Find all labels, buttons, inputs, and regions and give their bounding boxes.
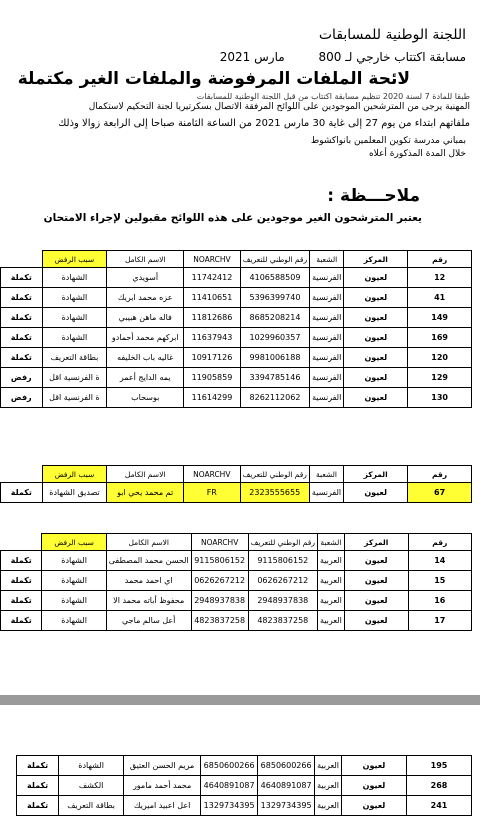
paragraph-line-3: ملفاتهم ابتداء من يوم 27 إلى غاية 30 مارس 2021 من الساعة الثامنة صباحا إلى الرابعة زوالا وذلك — [58, 118, 470, 129]
cell-noarchv: 11905859 — [184, 368, 241, 388]
cell-noarchv: 4640891087 — [201, 776, 258, 796]
cell-reason: تصديق الشهادة — [42, 483, 107, 503]
cell-center: لعيون — [344, 611, 408, 631]
cell-nni: 1329734395 — [258, 796, 315, 816]
cell-noarchv: 11742412 — [184, 268, 241, 288]
table-body — [1, 483, 472, 503]
cell-name: مريم الحسن العتيق — [124, 756, 201, 776]
cell-branch: الفرنسية — [310, 388, 344, 408]
document-page-2 — [0, 705, 480, 832]
cell-noarchv: FR — [183, 483, 240, 503]
cell-name: يمه الدايج أعمر — [107, 368, 184, 388]
table-row — [17, 796, 472, 816]
cell-noarchv: 11614299 — [184, 388, 241, 408]
cell-branch: العربية — [315, 756, 342, 776]
cell-nni: 1029960357 — [240, 328, 309, 348]
contest-line — [220, 50, 466, 64]
cell-noarchv: 10917126 — [184, 348, 241, 368]
cell-nni: 5396399740 — [240, 288, 309, 308]
table-body — [17, 756, 472, 816]
cell-num: 67 — [408, 483, 472, 503]
cell-name: تم محمد يحي ابو — [107, 483, 184, 503]
cell-name: عزه محمد ابريك — [107, 288, 184, 308]
cell-nni: 9115806152 — [248, 551, 317, 571]
cell-num: 268 — [407, 776, 472, 796]
cell-center: لعيون — [344, 551, 408, 571]
cell-center: لعيون — [344, 308, 408, 328]
col-center: المركز — [344, 534, 408, 551]
col-noarchv: NOARCHV — [191, 534, 248, 551]
col-branch: الشعبة — [310, 251, 344, 268]
paragraph-line-1: طبقا للمادة 7 لسنة 2020 تنظيم مسابقة اكتتاب من قبل اللجنة الوطنية للمسابقات — [196, 92, 470, 101]
table-row — [1, 611, 472, 631]
col-reason: سبب الرفض — [42, 534, 106, 551]
cell-nni: 8685208214 — [240, 308, 309, 328]
table-body — [1, 268, 472, 408]
contest-text: مسابقة اكتتاب خارجي لـ 800 — [318, 50, 466, 64]
col-num: رقم — [408, 534, 471, 551]
cell-branch: الفرنسية — [310, 268, 344, 288]
cell-num: 12 — [408, 268, 472, 288]
table-row — [1, 388, 472, 408]
cell-name: اعل اعبيد اميريك — [124, 796, 201, 816]
table-row — [1, 308, 472, 328]
col-nni: رقم الوطني للتعريف — [240, 251, 309, 268]
table-header-row — [1, 466, 472, 483]
table-row — [1, 571, 472, 591]
cell-status: تكملة — [1, 611, 42, 631]
cell-num: 169 — [408, 328, 472, 348]
col-num: رقم — [408, 251, 472, 268]
cell-noarchv: 11410651 — [184, 288, 241, 308]
cell-center: لعيون — [344, 268, 408, 288]
cell-num: 241 — [407, 796, 472, 816]
col-noarchv: NOARCHV — [184, 251, 241, 268]
cell-status: تكملة — [1, 483, 43, 503]
cell-reason: ة الفرنسية اقل — [42, 368, 107, 388]
cell-status: تكملة — [1, 571, 42, 591]
cell-nni: 3394785146 — [240, 368, 309, 388]
cell-branch: العربية — [317, 551, 344, 571]
cell-num: 120 — [408, 348, 472, 368]
col-reason: سبب الرفض — [42, 466, 107, 483]
col-nni: رقم الوطني للتعريف — [240, 466, 309, 483]
cell-name: الحسن محمد المصطفى — [106, 551, 191, 571]
cell-name: فاله ماهن هبيبي — [107, 308, 184, 328]
note-text: يعتبر المترشحون الغير موجودين على هذه اللوائح مقبولين لإجراء الامتحان — [43, 212, 422, 224]
table-row — [17, 756, 472, 776]
col-num: رقم — [408, 466, 472, 483]
cell-status: تكملة — [17, 776, 59, 796]
cell-noarchv: 9115806152 — [191, 551, 248, 571]
paragraph-line-4: بمباني مدرسة تكوين المعلمين بانواكشوط — [310, 136, 466, 146]
cell-reason: الشهادة — [42, 591, 106, 611]
cell-center: لعيون — [342, 796, 407, 816]
cell-num: 195 — [407, 756, 472, 776]
cell-nni: 9981006188 — [240, 348, 309, 368]
contest-tail: مارس 2021 — [219, 50, 285, 64]
cell-nni: 4640891087 — [258, 776, 315, 796]
cell-noarchv: 4823837258 — [191, 611, 248, 631]
cell-branch: الفرنسية — [310, 328, 344, 348]
table-header-row — [1, 251, 472, 268]
col-branch: الشعبة — [317, 534, 344, 551]
cell-reason: الشهادة — [42, 571, 106, 591]
cell-reason: بطاقة التعريف — [59, 796, 124, 816]
table-row — [17, 776, 472, 796]
cell-branch: الفرنسية — [310, 368, 344, 388]
paragraph-line-2: المهنية يرجى من المترشحين الموجودين على اللوائح المرفقة الاتصال بسكرتيريا لجنة التحكيم لاستكمال — [88, 102, 470, 112]
cell-reason: الشهادة — [42, 611, 106, 631]
cell-reason: بطاقة التعريف — [42, 348, 107, 368]
cell-noarchv: 0626267212 — [191, 571, 248, 591]
cell-num: 41 — [408, 288, 472, 308]
cell-branch: العربية — [317, 591, 344, 611]
cell-reason: الشهادة — [42, 288, 107, 308]
cell-branch: الفرنسية — [309, 483, 343, 503]
col-branch: الشعبة — [309, 466, 343, 483]
cell-center: لعيون — [342, 756, 407, 776]
cell-noarchv: 6850600266 — [201, 756, 258, 776]
cell-status: تكملة — [1, 591, 42, 611]
cell-center: لعيون — [344, 348, 408, 368]
col-name: الاسم الكامل — [107, 251, 184, 268]
cell-nni: 8262112062 — [240, 388, 309, 408]
rejected-table-1 — [0, 250, 472, 408]
col-noarchv: NOARCHV — [183, 466, 240, 483]
cell-reason: الكشف — [59, 776, 124, 796]
cell-reason: الشهادة — [42, 268, 107, 288]
cell-num: 149 — [408, 308, 472, 328]
note-label: ملاحـــظة : — [327, 186, 420, 206]
committee-heading: اللجنة الوطنية للمسابقات — [318, 27, 466, 43]
col-reason: سبب الرفض — [42, 251, 107, 268]
cell-reason: الشهادة — [59, 756, 124, 776]
cell-nni: 6850600266 — [258, 756, 315, 776]
cell-noarchv: 11812686 — [184, 308, 241, 328]
cell-center: لعيون — [344, 288, 408, 308]
table-row — [1, 268, 472, 288]
table-row — [1, 288, 472, 308]
page-separator — [0, 695, 480, 705]
table-row — [1, 328, 472, 348]
cell-num: 129 — [408, 368, 472, 388]
cell-branch: العربية — [317, 571, 344, 591]
cell-center: لعيون — [344, 571, 408, 591]
cell-branch: العربية — [317, 611, 344, 631]
cell-name: غاليه باب الخليفه — [107, 348, 184, 368]
cell-name: بوسحاب — [107, 388, 184, 408]
cell-nni: 2948937838 — [248, 591, 317, 611]
cell-noarchv: 2948937838 — [191, 591, 248, 611]
col-center: المركز — [344, 466, 408, 483]
cell-branch: العربية — [315, 776, 342, 796]
cell-nni: 2323555655 — [240, 483, 309, 503]
cell-name: محفوظ أباته محمد الا — [106, 591, 191, 611]
cell-status: تكملة — [1, 348, 43, 368]
rejected-table-2 — [0, 465, 472, 503]
cell-status: رفض — [1, 368, 43, 388]
cell-reason: الشهادة — [42, 551, 106, 571]
document-title: لائحة الملفات المرفوضة والملفات الغير مكتملة — [17, 69, 410, 89]
cell-branch: العربية — [315, 796, 342, 816]
cell-center: لعيون — [344, 483, 408, 503]
cell-status: تكملة — [17, 796, 59, 816]
cell-num: 16 — [408, 591, 471, 611]
cell-status: تكملة — [1, 268, 43, 288]
table-row — [1, 551, 472, 571]
cell-nni: 4823837258 — [248, 611, 317, 631]
cell-name: اي احمد محمد — [106, 571, 191, 591]
cell-status: تكملة — [1, 328, 43, 348]
cell-reason: الشهادة — [42, 328, 107, 348]
table-header-row — [1, 534, 472, 551]
cell-center: لعيون — [344, 388, 408, 408]
cell-status: رفض — [1, 388, 43, 408]
cell-nni: 4106588509 — [240, 268, 309, 288]
cell-center: لعيون — [342, 776, 407, 796]
table-row — [1, 591, 472, 611]
cell-branch: الفرنسية — [310, 348, 344, 368]
cell-status: تكملة — [1, 308, 43, 328]
col-nni: رقم الوطني للتعريف — [248, 534, 317, 551]
cell-name: أعل سالم ماجي — [106, 611, 191, 631]
cell-name: ابركهم محمد أحمادو — [107, 328, 184, 348]
rejected-table-4 — [16, 755, 472, 816]
cell-status: تكملة — [1, 288, 43, 308]
cell-branch: الفرنسية — [310, 288, 344, 308]
col-name: الاسم الكامل — [107, 466, 184, 483]
cell-num: 14 — [408, 551, 471, 571]
cell-center: لعيون — [344, 328, 408, 348]
cell-num: 17 — [408, 611, 471, 631]
cell-nni: 0626267212 — [248, 571, 317, 591]
paragraph-line-5: خلال المدة المذكورة أعلاه — [368, 149, 466, 159]
cell-name: محمد أحمد مامور — [124, 776, 201, 796]
cell-reason: ة الفرنسية اقل — [42, 388, 107, 408]
cell-center: لعيون — [344, 368, 408, 388]
table-row — [1, 483, 472, 503]
cell-noarchv: 11637943 — [184, 328, 241, 348]
cell-status: تكملة — [1, 551, 42, 571]
table-row — [1, 368, 472, 388]
table-body — [1, 551, 472, 631]
col-name: الاسم الكامل — [106, 534, 191, 551]
cell-num: 130 — [408, 388, 472, 408]
cell-name: أسويدي — [107, 268, 184, 288]
cell-center: لعيون — [344, 591, 408, 611]
cell-noarchv: 1329734395 — [201, 796, 258, 816]
cell-reason: الشهادة — [42, 308, 107, 328]
col-center: المركز — [344, 251, 408, 268]
table-row — [1, 348, 472, 368]
cell-branch: الفرنسية — [310, 308, 344, 328]
rejected-table-3 — [0, 533, 472, 631]
cell-num: 15 — [408, 571, 471, 591]
cell-status: تكملة — [17, 756, 59, 776]
